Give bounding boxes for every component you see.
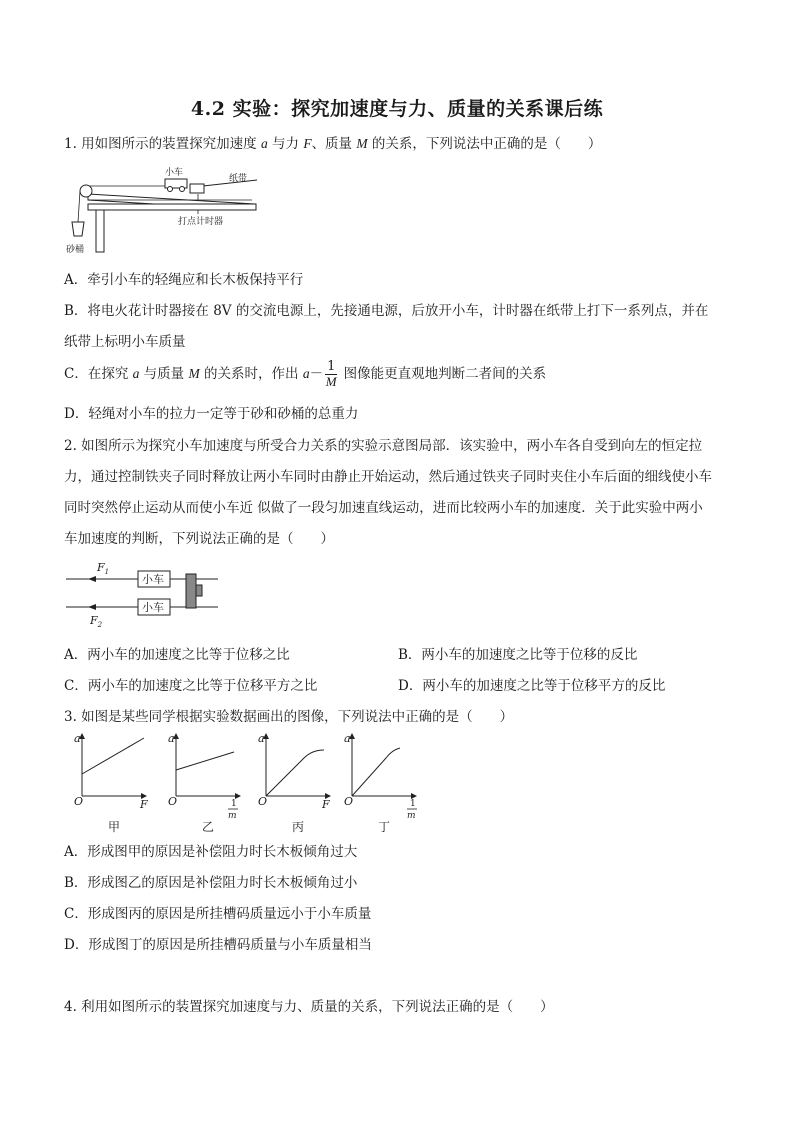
svg-text:1: 1	[231, 799, 237, 809]
svg-text:a: a	[258, 732, 265, 745]
q1-option-b-line2: 纸带上标明小车质量	[64, 334, 186, 350]
force2-label: $F_2$	[90, 614, 103, 629]
q2-option-a: A．两小车的加速度之比等于位移之比	[64, 647, 290, 663]
svg-text:丙: 丙	[292, 820, 305, 834]
q1-stem: 1. 用如图所示的装置探究加速度 a 与力 F、质量 M 的关系，下列说法中正确的是（ ）	[64, 136, 602, 152]
q1-option-a: A．牵引小车的轻绳应和长木板保持平行	[64, 272, 304, 288]
q3-option-a: A．形成图甲的原因是补偿阻力时长木板倾角过大	[64, 844, 358, 860]
q1-apparatus-figure	[62, 160, 282, 262]
q3-stem: 3. 如图是某些同学根据实验数据画出的图像，下列说法中正确的是（ ）	[64, 709, 514, 725]
one-over-m-fraction: $\frac{1}{M}$	[325, 359, 337, 389]
q4-stem: 4. 利用如图所示的装置探究加速度与力、质量的关系，下列说法正确的是（ ）	[64, 999, 554, 1015]
q2-option-c: C．两小车的加速度之比等于位移平方之比	[64, 678, 318, 694]
graph-ding	[344, 732, 417, 834]
svg-text:O: O	[258, 795, 268, 808]
svg-text:a: a	[168, 732, 175, 745]
page-title: 4.2 实验：探究加速度与力、质量的关系课后练	[190, 98, 604, 120]
svg-text:m: m	[407, 811, 416, 821]
q3-option-b: B．形成图乙的原因是补偿阻力时长木板倾角过小	[64, 875, 358, 891]
q2-option-d: D．两小车的加速度之比等于位移平方的反比	[398, 678, 666, 694]
car1-label: 小车	[142, 573, 164, 586]
q2-two-cars-figure	[62, 558, 224, 634]
svg-text:a: a	[344, 732, 351, 745]
svg-text:1: 1	[410, 799, 416, 809]
svg-text:O: O	[344, 795, 354, 808]
svg-text:丁: 丁	[378, 820, 391, 834]
q3-graphs-figure	[66, 730, 436, 840]
svg-text:F: F	[322, 798, 330, 811]
svg-text:甲: 甲	[108, 820, 121, 834]
q1-option-d: D．轻绳对小车的拉力一定等于砂和砂桶的总重力	[64, 406, 359, 422]
timer-label: 打点计时器	[178, 217, 224, 227]
q3-option-d: D．形成图丁的原因是所挂槽码质量与小车质量相当	[64, 937, 372, 953]
tape-label: 纸带	[229, 174, 248, 184]
car2-label: 小车	[142, 601, 164, 614]
force1-label: $F_1$	[97, 561, 110, 576]
graph-bing	[258, 732, 330, 834]
q2-stem-line4: 车加速度的判断，下列说法正确的是（ ）	[64, 531, 334, 547]
q3-option-c: C．形成图丙的原因是所挂槽码质量远小于小车质量	[64, 906, 372, 922]
bucket-label: 砂桶	[66, 245, 85, 255]
q1-option-c: C．在探究 a 与质量 M 的关系时，作出 a－ $\frac{1}{M}$ 图像能更直观地判断二者间的关系	[64, 359, 547, 389]
q2-stem-line1: 2. 如图所示为探究小车加速度与所受合力关系的实验示意图局部．该实验中，两小车各自受到向左的恒定拉	[64, 438, 703, 454]
svg-text:O: O	[168, 795, 178, 808]
graph-jia	[74, 732, 148, 834]
svg-text:m: m	[228, 811, 237, 821]
car-label: 小车	[165, 168, 184, 178]
q2-stem-line2: 力，通过控制铁夹子同时释放让两小车同时由静止开始运动，然后通过铁夹子同时夹住小车后面的细线使小车	[64, 469, 712, 485]
svg-text:F: F	[140, 798, 148, 811]
svg-text:O: O	[74, 795, 84, 808]
q2-stem-line3: 同时突然停止运动从而使小车近 似做了一段匀加速直线运动，进而比较两小车的加速度．关于此实验中两小	[64, 500, 703, 516]
graph-yi	[168, 732, 240, 834]
q1-option-b-line1: B．将电火花计时器接在 8V 的交流电源上，先接通电源，后放开小车，计时器在纸带上打下一系列点，并在	[64, 303, 709, 319]
svg-text:乙: 乙	[202, 820, 215, 834]
svg-text:a: a	[74, 732, 81, 745]
q2-option-b: B．两小车的加速度之比等于位移的反比	[398, 647, 638, 663]
